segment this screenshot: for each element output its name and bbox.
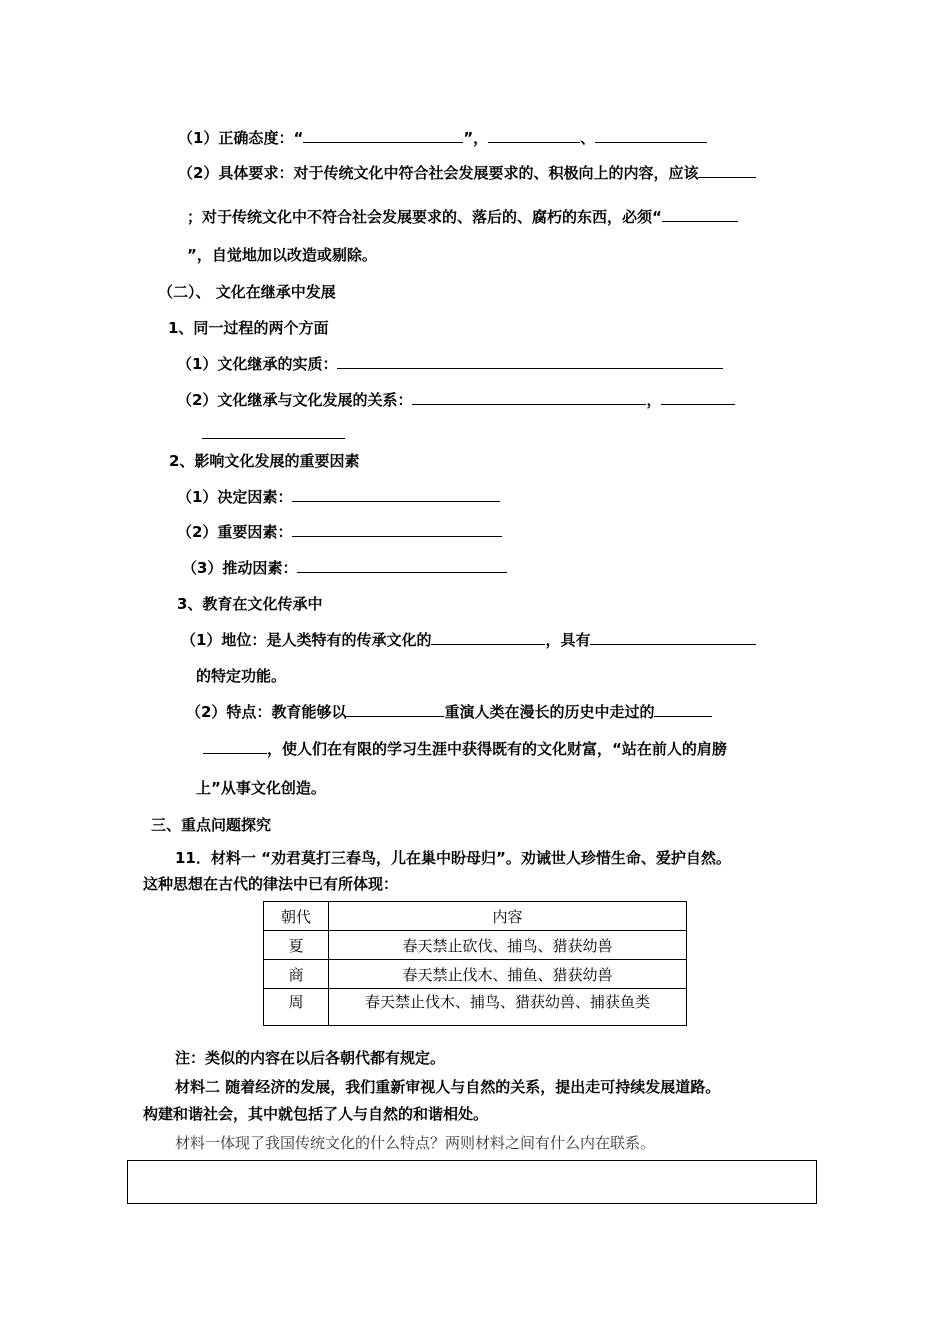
relation-blank-3[interactable]	[202, 424, 345, 439]
table-row	[264, 931, 687, 960]
sub1-2-cont	[202, 424, 345, 444]
dun-sep: 、	[580, 129, 596, 147]
question-text: 材料一体现了我国传统文化的什么特点？两则材料之间有什么内在联系。	[175, 1134, 656, 1152]
requirement-text: （2）具体要求：对于传统文化中符合社会发展要求的、积极向上的内容，应该	[178, 164, 699, 182]
sub1-heading: 1、同一过程的两个方面	[168, 319, 329, 337]
table-cell-content: 春天禁止砍伐、捕鸟、猎获幼兽	[329, 931, 687, 960]
important-factor-blank[interactable]	[292, 522, 502, 537]
status-blank-1[interactable]	[431, 630, 545, 645]
attitude-blank-3[interactable]	[595, 128, 707, 143]
sub3-1-cont: 的特定功能。	[196, 667, 287, 685]
sub3-2-end: 上”从事文化创造。	[196, 779, 326, 797]
material1-line-2: 这种思想在古代的律法中已有所体现：	[143, 875, 399, 893]
table-row	[264, 989, 687, 1026]
sub1-2-line	[177, 390, 735, 410]
sub1-1-label: （1）文化继承的实质：	[177, 355, 338, 373]
table-cell-dynasty: 夏	[264, 931, 329, 960]
comma-sep: ，	[646, 391, 662, 409]
decisive-factor-blank[interactable]	[292, 487, 500, 502]
sub3-1-mid: ，具有	[545, 631, 591, 649]
sub2-heading: 2、影响文化发展的重要因素	[169, 452, 360, 470]
table-header-content: 内容	[329, 902, 687, 931]
material2-line-2: 构建和谐社会，其中就包括了人与自然的和谐相处。	[143, 1105, 489, 1123]
feature-blank-2[interactable]	[654, 702, 712, 717]
sub3-1-text: （1）地位：是人类特有的传承文化的	[181, 631, 432, 649]
feature-blank-1[interactable]	[346, 702, 444, 717]
table-cell-content: 春天禁止伐木、捕鱼、猎获幼兽	[329, 960, 687, 989]
sub2-3-label: （3）推动因素：	[182, 559, 298, 577]
requirement-line	[178, 163, 756, 183]
requirement-text-3: ”，自觉地加以改造或剔除。	[187, 246, 377, 264]
sub2-3-line	[182, 558, 507, 578]
material1-line-1: 11．材料一 “劝君莫打三春鸟，儿在巢中盼母归”。劝诫世人珍惜生命、爱护自然。	[175, 849, 731, 867]
requirement-line-3	[187, 245, 377, 265]
requirement-blank-2[interactable]	[662, 207, 738, 222]
sub3-2-cont-text: ，使人们在有限的学习生涯中获得既有的文化财富，“站在前人的肩膀	[267, 740, 727, 758]
sub2-1-line	[177, 487, 500, 507]
sub2-2-line	[177, 522, 502, 542]
table-cell-content: 春天禁止伐木、捕鸟、猎获幼兽、捕获鱼类	[329, 989, 687, 1026]
section2-heading: （二）、 文化在继承中发展	[158, 283, 336, 301]
sub2-1-label: （1）决定因素：	[177, 488, 293, 506]
relation-blank-2[interactable]	[661, 390, 735, 405]
relation-blank-1[interactable]	[412, 390, 646, 405]
table-row	[264, 960, 687, 989]
table-cell-dynasty: 商	[264, 960, 329, 989]
sub3-heading: 3、教育在文化传承中	[177, 595, 323, 613]
sub3-2-text: （2）特点：教育能够以	[186, 703, 347, 721]
inheritance-essence-blank[interactable]	[337, 354, 723, 369]
table-header-row	[264, 902, 687, 931]
table-cell-dynasty: 周	[264, 989, 329, 1026]
sub3-2-cont	[203, 739, 727, 759]
sub3-1-line	[181, 630, 756, 650]
law-table	[263, 901, 687, 1026]
requirement-line-2	[187, 207, 738, 227]
attitude-blank-2[interactable]	[488, 128, 580, 143]
requirement-blank-1[interactable]	[698, 163, 756, 178]
feature-blank-3[interactable]	[203, 739, 267, 754]
table-header-dynasty: 朝代	[264, 902, 329, 931]
sub3-2-mid: 重演人类在漫长的历史中走过的	[444, 703, 655, 721]
quote-open: “	[293, 129, 304, 147]
table-note: 注：类似的内容在以后各朝代都有规定。	[175, 1049, 446, 1067]
driving-factor-blank[interactable]	[297, 558, 507, 573]
sub1-1-line	[177, 354, 723, 374]
section3-heading: 三、重点问题探究	[151, 816, 272, 834]
sub3-2-line	[186, 702, 712, 722]
attitude-blank-1[interactable]	[303, 128, 463, 143]
sub1-2-label: （2）文化继承与文化发展的关系：	[177, 391, 413, 409]
requirement-text-2: ；对于传统文化中不符合社会发展要求的、落后的、腐朽的东西，必须“	[187, 208, 662, 226]
material2-line-1: 材料二 随着经济的发展，我们重新审视人与自然的关系，提出走可持续发展道路。	[175, 1078, 721, 1096]
sub2-2-label: （2）重要因素：	[177, 523, 293, 541]
status-blank-2[interactable]	[590, 630, 756, 645]
attitude-label: （1）正确态度：	[178, 129, 294, 147]
attitude-line	[178, 128, 707, 148]
answer-box[interactable]	[127, 1160, 817, 1204]
quote-close: ”，	[463, 129, 489, 147]
